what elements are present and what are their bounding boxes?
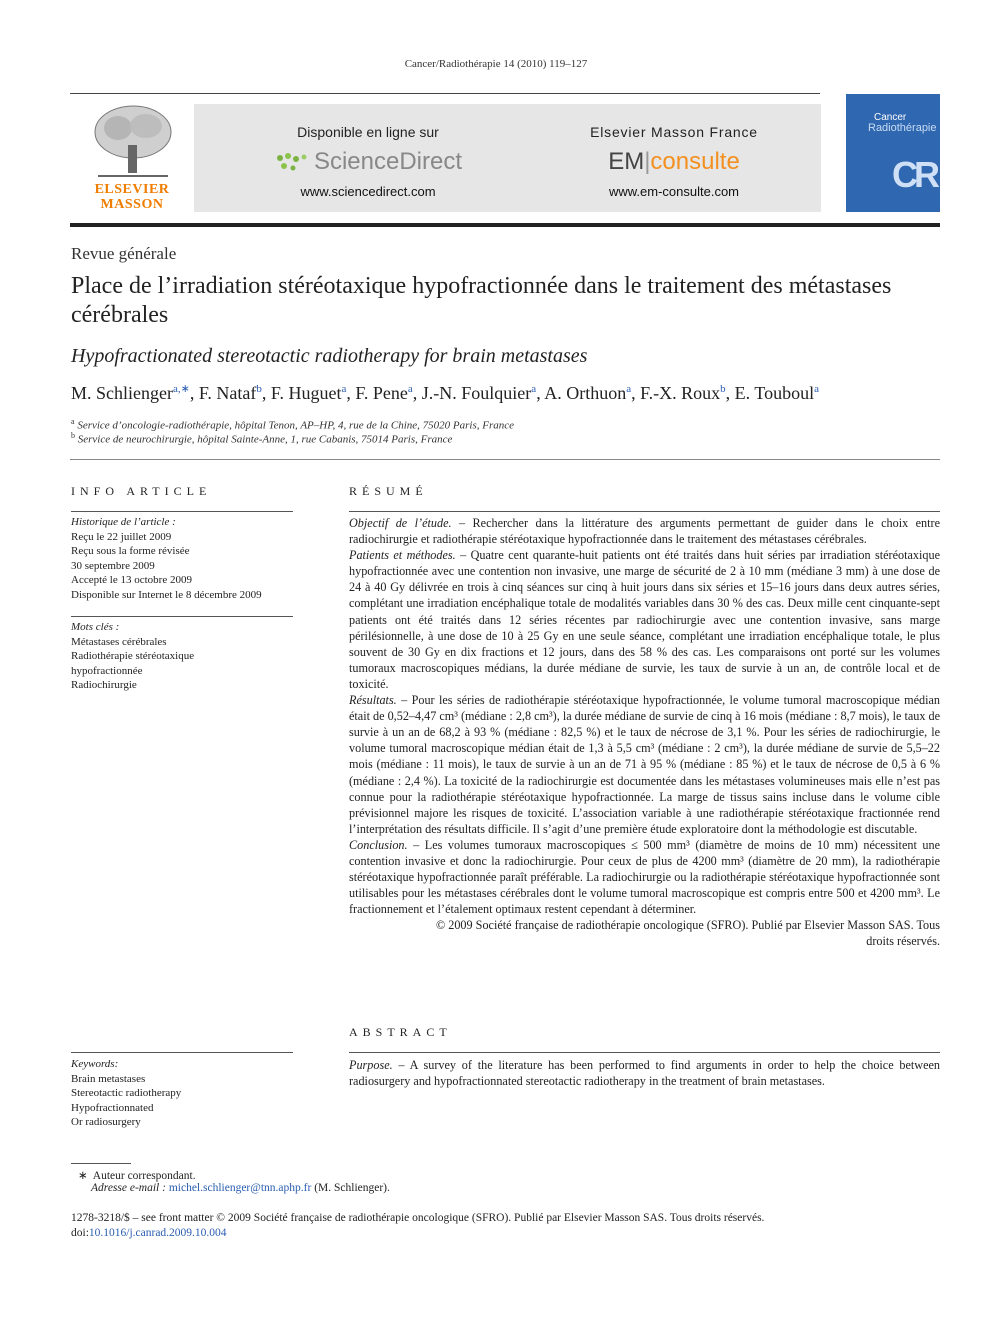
header-thick-rule	[70, 223, 940, 227]
journal-reference: Cancer/Radiothérapie 14 (2010) 119–127	[404, 58, 588, 70]
email-note: Adresse e-mail : michel.schlienger@tnn.aphp.fr (M. Schlienger).	[91, 1182, 390, 1194]
abstract-purpose: Purpose. – A survey of the literature has been performed to find arguments in order to help the choice between radiosurgery and hypofractionnated stereotactic radiotherapy in the treatment of brain metastases.	[349, 1058, 940, 1089]
emconsulte-logo: EM|consulte	[608, 148, 740, 175]
emconsulte-block[interactable]	[544, 104, 804, 212]
cover-title-line-1: Cancer	[874, 112, 907, 123]
keyword-item[interactable]: Radiothérapie stéréotaxique	[71, 650, 195, 662]
keyword-item[interactable]: hypofractionnée	[71, 664, 143, 677]
emconsulte-em: EM	[608, 148, 645, 175]
sciencedirect-heading: Disponible en ligne sur	[297, 124, 439, 140]
footnote-rule	[71, 1163, 131, 1164]
cover-mark: CR	[892, 154, 936, 195]
history-item: Accepté le 13 octobre 2009	[71, 574, 192, 586]
history-item: Disponible sur Internet le 8 décembre 2009	[71, 588, 262, 601]
keyword-item[interactable]: Radiochirurgie	[71, 679, 137, 691]
history-item: Reçu sous la forme révisée	[71, 545, 190, 557]
doi-link[interactable]: 10.1016/j.canrad.2009.10.004	[88, 1227, 227, 1239]
author[interactable]: F. Huguet$^a$	[270, 383, 347, 403]
emconsulte-url[interactable]: www.em-consulte.com	[608, 184, 740, 199]
history-label: Historique de l’article :	[71, 516, 176, 528]
author[interactable]: E. Touboul$^a$	[734, 383, 819, 403]
history-item: 30 septembre 2009	[71, 559, 155, 572]
abstract-rule	[349, 1052, 940, 1053]
sciencedirect-url[interactable]: www.sciencedirect.com	[300, 184, 436, 199]
cover-title-line-2: Radiothérapie	[868, 122, 937, 134]
resume-resultats: Résultats. – Pour les séries de radiothérapie stéréotaxique hypofractionnée, le volume tumoral macroscopique médian était de 0,52–4,47 cm³ (médiane : 2,8 cm³), la durée médiane de survie de cinq à 16 mois (médiane : 8,7 mois), le taux de survie à un an de 68,2 à 93 % (médiane : 82,5 %) et le taux de nécrose de 3,1 %. Pour les séries de radiochirurgie, le volume tumoral macroscopique médian était de 1,3 à 5,5 cm³ (médiane : 2 cm³), la durée médiane de survie de 5,5–22 mois (médiane : 11 mois), le taux de survie à un an de 71 à 95 % (médiane : 85 %) et le taux de nécrose de 0,5 à 6 % (médiane : 2,4 %). La toxicité de la radiochirurgie est documentée dans les métastases volumineuses mais elle n’est pas connue pour la radiothérapie stéréotaxique hypofractionnée. La marge de tissus sains incluse dans le volume cible prévisionnel majore les risques de toxicité. L’association variable à une radiothérapie stéréotaxique fractionnée rend l’interprétation des résultats difficile. Il s’agit d’une première étude exploratoire dont la méthodologie est discutable.	[349, 693, 940, 836]
author[interactable]: J.-N. Foulquier$^a$	[421, 383, 537, 403]
resume-copyright: © 2009 Société française de radiothérapie oncologique (SFRO). Publié par Elsevier Masson SAS. Tous droits réservés.	[435, 918, 940, 949]
title-rule	[70, 459, 940, 460]
resume-body	[349, 515, 940, 950]
keyword-item[interactable]: Hypofractionnated	[71, 1101, 154, 1114]
resume-heading: RÉSUMÉ	[349, 484, 428, 498]
keywords-rule	[71, 616, 293, 617]
author[interactable]: F.-X. Roux$^b$	[640, 383, 726, 403]
email-link[interactable]: michel.schlienger@tnn.aphp.fr	[168, 1182, 312, 1194]
author[interactable]: F. Nataf$^b$	[198, 383, 262, 403]
article-history	[71, 515, 293, 602]
author[interactable]: A. Orthuon$^a$	[544, 383, 632, 403]
resume-patients: Patients et méthodes. – Quatre cent quarante-huit patients ont été traités dans huit séries par irradiation stéréotaxique hypofractionnée avec une contention non invasive, une marge de sécurité de 2 à 10 mm (médiane 3 mm) à une dose de 24 à 40 Gy délivrée en trois à cinq séances sur cinq à huit jours dans six séries et 15–16 jours dans deux autres séries, complétant une irradiation encéphalique totale de modalités variables dans 30 % des cas. Deux mille cent cinquante-sept patients ont été traités dans 12 séries récentes par radiochirurgie avec une contention invasive, sans marge périlésionnelle, à une dose de 10 à 25 Gy en une seule séance, complétant une irradiation encéphalique totale, le plus souvent de 30 Gy en dix fractions et 12 jours, dans des 58 % des cas. Les comparaisons ont porté sur les volumes tumoraux macroscopiques médians, la durée médiane de survie, les taux de survie à un an, de contrôle local et de toxicité.	[349, 548, 940, 691]
emconsulte-consulte: consulte	[650, 148, 740, 175]
keyword-item[interactable]: Stereotactic radiotherapy	[71, 1087, 182, 1099]
keyword-item[interactable]: Or radiosurgery	[71, 1116, 141, 1128]
article-title: Place de l’irradiation stéréotaxique hypofractionnée dans le traitement des métastases cérébrales	[71, 273, 892, 328]
availability-banner	[194, 104, 821, 212]
sciencedirect-block[interactable]	[234, 104, 502, 212]
author[interactable]: M. Schlienger$^{a,∗}$	[71, 383, 190, 403]
author[interactable]: F. Pene$^a$	[355, 383, 413, 403]
keyword-item[interactable]: Métastases cérébrales	[71, 635, 167, 648]
author-list: M. Schlienger$^{a,∗}$, F. Nataf$^b$, F. Huguet$^a$, F. Pene$^a$, J.-N. Foulquier$^a$, A. Orthuon$^a$, F.-X. Roux$^b$, E. Touboul$^a$	[71, 383, 819, 403]
keywords-fr	[71, 620, 293, 693]
emconsulte-heading: Elsevier Masson France	[590, 124, 758, 140]
elsevier-masson-logo	[82, 182, 182, 212]
resume-objectif: Objectif de l’étude. – Rechercher dans la littérature des arguments permettant de guider dans le choix entre radiochirurgie et radiothérapie stéréotaxique hypofractionnée dans le traitement des métastases cérébrales.	[349, 516, 940, 547]
corresponding-author-note: ∗ Auteur correspondant.	[78, 1170, 196, 1182]
abstract-heading: ABSTRACT	[349, 1025, 452, 1039]
info-rule	[71, 511, 293, 512]
sciencedirect-logo	[234, 148, 502, 176]
article-subtitle: Hypofractionated stereotactic radiotherapy for brain metastases	[71, 345, 588, 367]
logo-line-1: ELSEVIER	[94, 182, 170, 197]
keyword-item[interactable]: Brain metastases	[71, 1072, 146, 1085]
journal-cover[interactable]	[846, 94, 940, 212]
doi-line: doi:10.1016/j.canrad.2009.10.004	[71, 1227, 227, 1239]
keywords-en-label: Keywords:	[71, 1058, 119, 1070]
header-rule	[70, 93, 820, 94]
history-item: Reçu le 22 juillet 2009	[71, 530, 172, 543]
section-label: Revue générale	[71, 244, 177, 263]
logo-line-2: MASSON	[100, 197, 164, 212]
affiliation-b: $^b$ Service de neurochirurgie, hôpital Sainte-Anne, 1, rue Cabanis, 75014 Paris, France	[71, 431, 453, 446]
issn-line: 1278-3218/$ – see front matter © 2009 Société française de radiothérapie oncologique (SFRO). Publié par Elsevier Masson SAS. Tous droits réservés.	[71, 1212, 765, 1224]
sciencedirect-leaf-icon	[274, 150, 314, 176]
resume-rule	[349, 511, 940, 512]
keywords-en-rule	[71, 1052, 293, 1053]
keywords-en	[71, 1057, 293, 1130]
affiliation-a: $^a$ Service d’oncologie-radiothérapie, hôpital Tenon, AP–HP, 4, rue de la Chine, 75020 Paris, France	[71, 417, 514, 432]
abstract-body	[349, 1057, 940, 1089]
info-article-heading: INFO ARTICLE	[71, 484, 212, 498]
sciencedirect-wordmark: ScienceDirect	[313, 148, 463, 175]
keywords-label: Mots clés :	[71, 621, 120, 633]
resume-conclusion: Conclusion. – Les volumes tumoraux macroscopiques ≤ 500 mm³ (diamètre de moins de 10 mm) nécessitent une contention invasive et donc la radiochirurgie. Pour ceux de plus de 4200 mm³ (diamètre de 20 mm), la radiothérapie stéréotaxique hypofractionnée paraît préférable. La radiochirurgie ou la radiothérapie stéréotaxique hypofractionnée sont utilisables pour les métastases cérébrales dont le volume tumoral macroscopique est compris entre 500 et 4200 mm³. Le fractionnement et l’étalement optimaux restent cependant à déterminer.	[349, 837, 940, 917]
